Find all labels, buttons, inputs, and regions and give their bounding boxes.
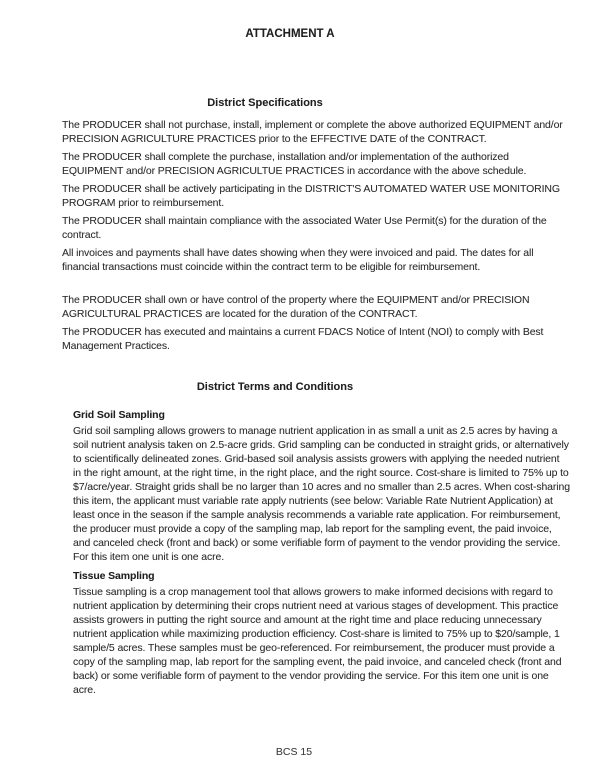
spec-paragraph-2: The PRODUCER shall complete the purchase, installation and/or implementation of the authorized EQUIPMENT and/or PRECISION AGRICULTUE PRACTICES in accordance with the above schedule. <box>62 151 527 177</box>
spec-paragraph-4: The PRODUCER shall maintain compliance with the associated Water Use Permit(s) for the duration of the contract. <box>62 215 547 241</box>
district-specifications-heading: District Specifications <box>207 97 323 109</box>
spec-paragraph-1: The PRODUCER shall not purchase, install, implement or complete the above authorized EQUIPMENT and/or PRECISION AGRICULTURE PRACTICES prior to the EFFECTIVE DATE of the CONTRACT. <box>62 119 563 145</box>
spec-paragraph-6: The PRODUCER shall own or have control of the property where the EQUIPMENT and/or PRECISION AGRICULTURAL PRACTICES are located for the duration of the CONTRACT. <box>62 294 530 320</box>
district-specifications-body <box>62 118 567 353</box>
attachment-title: ATTACHMENT A <box>245 28 335 40</box>
page-number: BCS 15 <box>275 746 313 758</box>
district-terms-heading: District Terms and Conditions <box>196 381 354 393</box>
district-terms-body <box>73 408 570 697</box>
spec-paragraph-7: The PRODUCER has executed and maintains a current FDACS Notice of Intent (NOI) to comply with Best Management Practices. <box>62 326 544 352</box>
tissue-sampling-heading: Tissue Sampling <box>73 570 155 582</box>
tissue-sampling-paragraph: Tissue sampling is a crop management tool that allows growers to make informed decisions with regard to nutrient application by determining their crops nutrient need at various stages of development. This practice assists growers in putting the right source and amount at the right time and place reducing unnecessary nutrient application while maximizing production efficiency. Cost-share is limited to 75% up to $20/sample, 1 sample/5 acres. These samples must be geo-referenced. For reimbursement, the producer must provide a copy of the sampling map, lab report for the sampling event, the paid invoice, and canceled check (front and back) or some verifiable form of payment to the vendor providing the service. For this item one unit is one acre. <box>73 586 562 696</box>
spec-paragraph-5: All invoices and payments shall have dates showing when they were invoiced and paid. The dates for all financial transactions must coincide within the contract term to be eligible for reimbursement. <box>62 247 534 273</box>
spec-paragraph-3: The PRODUCER shall be actively participating in the DISTRICT'S AUTOMATED WATER USE MONITORING PROGRAM prior to reimbursement. <box>62 183 560 209</box>
grid-soil-sampling-paragraph: Grid soil sampling allows growers to manage nutrient application in as small a unit as 2.5 acres by having a soil nutrient analysis taken on 2.5-acre grids. Grid sampling can be conducted in straight grids, or alternatively to scientifically delineated zones. Grid-based soil analysis assists growers with applying the needed nutrient in the right amount, at the right time, in the right place, and the right source. Cost-share is limited to 75% up to $7/acre/year. Straight grids shall be no larger than 10 acres and no smaller than 2.5 acres. When cost-sharing this item, the applicant must variable rate apply nutrients (see below: Variable Rate Nutrient Application) at least once in the season if the sample analysis recommends a variable rate application. For reimbursement, the producer must provide a copy of the sampling map, lab report for the sampling event, the paid invoice, and canceled check (front and back) or some verifiable form of payment to the vendor providing the service. For this item one unit is one acre. <box>73 425 570 563</box>
grid-soil-sampling-heading: Grid Soil Sampling <box>73 409 165 421</box>
